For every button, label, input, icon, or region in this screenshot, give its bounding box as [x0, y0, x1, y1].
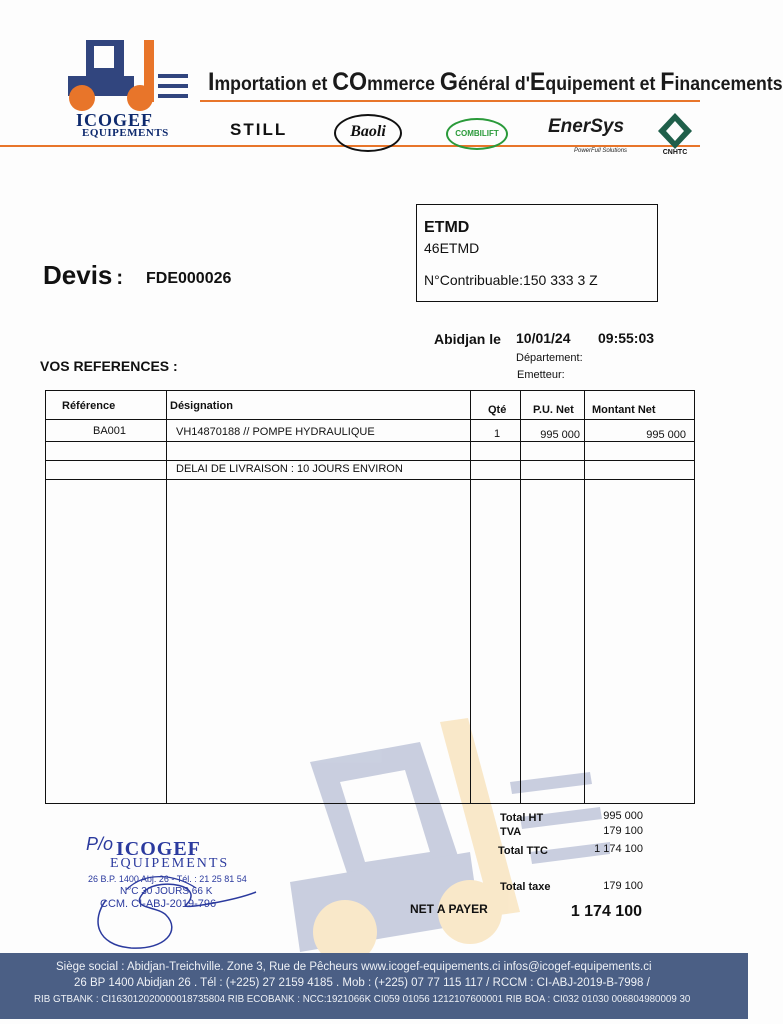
document-title: Devis :: [43, 260, 124, 290]
tagline-segment: G: [439, 68, 458, 96]
table-col-divider: [584, 390, 585, 804]
client-tax-id: N°Contribuable:150 333 3 Z: [424, 272, 598, 288]
row-unit-price: 995 000: [540, 429, 580, 441]
row-qty: 1: [494, 428, 501, 440]
client-code: 46ETMD: [424, 240, 480, 256]
net-to-pay-value: 1 174 100: [570, 903, 642, 920]
quote-number: FDE000026: [146, 270, 232, 287]
table-col-divider: [470, 390, 471, 804]
tagline-segment: inancements: [674, 74, 783, 95]
department-label: Département:: [516, 352, 583, 364]
row-designation: VH14870188 // POMPE HYDRAULIQUE: [176, 426, 375, 438]
company-tagline: [208, 68, 783, 97]
total-ht-value: 995 000: [603, 810, 643, 822]
stamp-company: ICOGEF: [116, 838, 201, 860]
stamp-rccm: CCM. CI-ABJ-2019-796: [100, 898, 217, 910]
quote-date: 10/01/24: [516, 330, 571, 346]
total-ttc-label: Total TTC: [498, 845, 548, 857]
city-label: Abidjan le: [434, 331, 501, 347]
total-tax-value: 179 100: [603, 880, 643, 892]
baoli-logo: Baoli: [334, 114, 402, 152]
col-header-reference: Référence: [62, 400, 116, 412]
delivery-note: DELAI DE LIVRAISON : 10 JOURS ENVIRON: [176, 463, 403, 475]
still-logo: STILL: [230, 120, 288, 139]
table-row-divider: [45, 479, 695, 480]
tagline-segment: mportation et: [214, 74, 333, 95]
net-to-pay-label: NET A PAYER: [410, 902, 488, 916]
cnhtc-logo: [655, 111, 695, 155]
brand-subtitle: EQUIPEMENTS: [82, 127, 169, 139]
tva-label: TVA: [500, 826, 522, 838]
stamp-subtitle: EQUIPEMENTS: [110, 856, 230, 871]
col-header-unit-price: P.U. Net: [533, 404, 574, 416]
col-header-amount: Montant Net: [592, 404, 656, 416]
row-reference: BA001: [93, 425, 127, 437]
quote-time: 09:55:03: [598, 330, 655, 346]
table-row-divider: [45, 441, 695, 442]
col-header-designation: Désignation: [170, 400, 233, 412]
signature: [86, 860, 266, 952]
tagline-segment: quipement et: [545, 74, 661, 95]
stamp-ncc: N°C 30 JOURS 66 K: [120, 886, 213, 897]
total-ht-label: Total HT: [500, 812, 544, 824]
tagline-segment: I: [208, 68, 215, 96]
items-table: [45, 390, 695, 804]
footer-bank-details: RIB GTBANK : CI163012020000018735804 RIB ECOBANK : NCC:1921066K CI059 01056 1212107600001 RIB BOA : CI032 01030 006804980009 30: [34, 993, 691, 1005]
enersys-tagline: PowerFull Solutions: [574, 148, 628, 154]
col-header-qty: Qté: [488, 404, 507, 416]
icogef-forklift-logo: [60, 36, 192, 112]
tagline-segment: énéral d': [457, 74, 530, 95]
table-header-divider: [45, 419, 695, 420]
total-ttc-value: 1 174 100: [594, 843, 643, 855]
tagline-underline: [200, 100, 700, 102]
your-references-label: VOS REFERENCES :: [40, 358, 178, 374]
client-name: ETMD: [424, 219, 470, 236]
cnhtc-label: CNHTC: [662, 149, 688, 156]
tva-value: 179 100: [603, 825, 643, 837]
tagline-segment: mmerce: [367, 74, 440, 95]
table-col-divider: [520, 390, 521, 804]
brand-name: ICOGEF: [76, 110, 154, 130]
tagline-segment: E: [529, 68, 546, 96]
enersys-logo: EnerSys: [548, 116, 625, 137]
emitter-label: Emetteur:: [517, 369, 565, 381]
stamp-address: 26 B.P. 1400 Abj. 26 - Tél. : 21 25 81 54: [88, 874, 247, 884]
tagline-segment: F: [660, 68, 675, 96]
table-col-divider: [166, 390, 167, 804]
footer-contact: 26 BP 1400 Abidjan 26 . Tél : (+225) 27 2159 4185 . Mob : (+225) 07 77 115 117 / RCCM : CI-ABJ-2019-B-7998 /: [74, 977, 650, 989]
footer-address: Siège social : Abidjan-Treichville. Zone 3, Rue de Pêcheurs www.icogef-equipements.ci infos@icogef-equipements.ci: [56, 961, 652, 973]
stamp-po: P/o: [86, 834, 114, 854]
table-row-divider: [45, 460, 695, 461]
tagline-segment: CO: [332, 68, 368, 96]
row-amount: 995 000: [646, 429, 686, 441]
total-tax-label: Total taxe: [500, 881, 551, 893]
combilift-logo: COMBILIFT: [446, 118, 508, 150]
